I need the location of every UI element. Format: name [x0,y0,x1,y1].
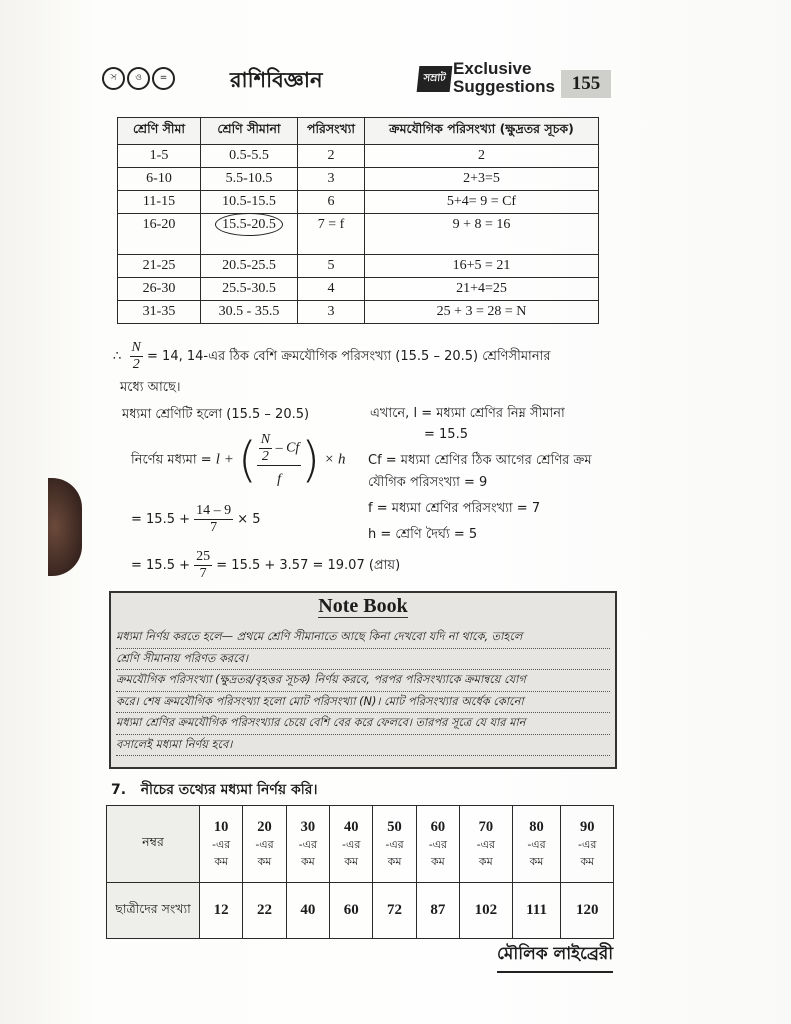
table-header-row [118,118,599,145]
marks-cell [416,806,459,883]
count-cell: 111 [512,883,561,939]
cell: 3 [298,301,365,324]
cell: 6 [298,191,365,214]
step1-suffix: × 5 [237,512,261,527]
marks-table [106,805,614,939]
frac-num: 14 – 9 [196,503,232,518]
count-cell: 40 [286,883,329,939]
inner-n-over-2 [259,432,272,465]
where-l: এখানে, l = মধ্যমা শ্রেণির নিম্ন সীমানা [370,406,565,421]
step-2 [131,549,400,582]
median-class-circled: 15.5-20.5 [215,213,283,236]
count-cell: 120 [561,883,614,939]
count-cell: 87 [416,883,459,939]
frac-num: N [131,340,141,355]
mark-value: 80 [529,819,544,835]
suffix-kom: কম [529,855,544,868]
suffix-er: -এর [527,838,546,851]
formula-fraction [257,432,302,488]
right-paren: ) [301,432,321,488]
question-number: 7. [111,782,127,798]
cell: 1-5 [118,145,201,168]
suffix-er: -এর [428,838,448,851]
header-logo [102,67,175,90]
note-title-text: Note Book [318,595,408,617]
suggestions-line: Suggestions [453,77,556,96]
col-frequency: পরিসংখ্যা [298,118,365,145]
suffix-er: -এর [298,838,318,851]
suffix-kom: কম [257,855,272,868]
mark-value: 50 [387,819,402,835]
table-row [118,255,599,278]
cell: 7 = f [298,214,365,255]
left-paren: ( [237,432,257,488]
cell: 16-20 [118,214,201,255]
marks-cell [561,806,614,883]
logo-ring: = [152,67,175,90]
formula-l: l + [215,451,234,468]
subject-title: রাশিবিজ্ঞান [230,68,323,92]
cell: 31-35 [118,301,201,324]
minus-cf: – Cf [275,440,300,456]
frac-den: 7 [199,566,207,581]
note-book-title [111,595,615,618]
col-class-boundary: শ্রেণি সীমানা [201,118,298,145]
note-book-body [116,627,610,756]
suffix-kom: কম [580,855,595,868]
formula-denominator: f [277,472,281,487]
note-line: করে। শেষ ক্রমযৌগিক পরিসংখ্যা হলো মোট পরিসংখ্যা (N)। মোট পরিসংখ্যার অর্ধেক কোনো [116,692,610,714]
cell: 2 [365,145,599,168]
suffix-kom: কম [387,855,402,868]
marks-cell [286,806,329,883]
suffix-er: -এর [578,838,597,851]
solution-line-1b: মধ্যে আছে। [120,380,181,395]
cell: 30.5 - 35.5 [201,301,298,324]
marks-cell [200,806,243,883]
marks-cell [460,806,513,883]
logo-ring: স [102,67,125,90]
frac-den: 2 [132,357,140,372]
col-class-limit: শ্রেণি সীমা [118,118,201,145]
col-cumulative-frequency: ক্রমযৌগিক পরিসংখ্যা (ক্ষুদ্রতর সূচক) [365,118,599,145]
suffix-er: -এর [342,838,361,851]
marks-cell [243,806,286,883]
note-line: ক্রমযৌগিক পরিসংখ্যা (ক্ষুদ্রতর/বৃহত্তর সূচক) নির্ণয় করবে, পরপর পরিসংখ্যাকে ক্রমান্বয়ে যোগ [116,670,610,692]
cell: 20.5-25.5 [201,255,298,278]
mark-value: 60 [430,819,446,835]
frac-den: 7 [210,520,218,535]
count-cell: 102 [460,883,513,939]
table-row [118,301,599,324]
thumb-shadow [48,478,82,576]
row-label-students: ছাত্রীদের সংখ্যা [107,883,200,939]
table-row [118,191,599,214]
marks-cell [330,806,373,883]
formula-bracket [238,432,320,488]
cell: 6-10 [118,168,201,191]
cell: 9 + 8 = 16 [365,214,599,255]
cell: 10.5-15.5 [201,191,298,214]
question-7 [111,778,317,802]
cell: 21+4=25 [365,278,599,301]
suffix-er: -এর [211,838,231,851]
cell: 2 [298,145,365,168]
step1-fraction [194,503,233,536]
line1-text: = 14, 14-এর ঠিক বেশি ক্রমযৌগিক পরিসংখ্যা (15.5 – 20.5) শ্রেণিসীমানার [147,349,551,364]
mark-value: 40 [343,819,359,835]
cell: 5+4= 9 = Cf [365,191,599,214]
cell: 3 [298,168,365,191]
cell: 0.5-5.5 [201,145,298,168]
samrat-badge: সম্রাট [417,66,453,92]
publisher-footer: মৌলিক লাইব্রেরী [497,941,613,973]
formula-line [131,432,346,488]
count-cell: 12 [200,883,243,939]
note-line: মধ্যমা শ্রেণির ক্রমযৌগিক পরিসংখ্যার চেয়ে বেশি বের করে ফেলবে। তারপর সূত্রে যে যার মান [116,713,610,735]
page-number: 155 [561,70,611,98]
marks-row [107,806,614,883]
cell: 25.5-30.5 [201,278,298,301]
cell: 26-30 [118,278,201,301]
marks-cell [373,806,416,883]
mark-value: 20 [257,819,272,835]
counts-row [107,883,614,939]
count-cell: 60 [330,883,373,939]
mark-value: 30 [300,819,316,835]
table-row [118,278,599,301]
step2-prefix: = 15.5 + [131,558,190,573]
logo-ring: ও [127,67,150,90]
formula-numerator [257,432,302,466]
table-row-median [118,214,599,255]
note-line: শ্রেণি সীমানায় পরিণত করবে। [116,649,610,671]
step1-prefix: = 15.5 + [131,512,190,527]
times-h: × h [324,451,346,468]
solution-line-1 [113,340,551,373]
where-cf-2: যৌগিক পরিসংখ্যা = 9 [368,475,488,490]
step2-fraction [194,549,212,582]
exclusive-line: Exclusive [453,59,532,78]
suffix-er: -এর [255,838,274,851]
note-line: মধ্যমা নির্ণয় করতে হলে— প্রথমে শ্রেণি সীমানাতে আছে কিনা দেখবো যদি না থাকে, তাহলে [116,627,610,649]
suffix-kom: কম [430,855,445,868]
cell: 21-25 [118,255,201,278]
therefore-symbol: ∴ [113,349,122,364]
where-h: h = শ্রেণি দৈর্ঘ্য = 5 [368,527,478,542]
cell: 16+5 = 21 [365,255,599,278]
n-over-2 [130,340,143,373]
note-book-box [109,591,617,769]
mark-value: 10 [213,819,229,835]
where-cf-1: Cf = মধ্যমা শ্রেণির ঠিক আগের শ্রেণির ক্রম [368,453,592,468]
cell-circled [201,214,298,255]
cell: 5 [298,255,365,278]
mark-value: 90 [579,819,595,835]
marks-cell [512,806,561,883]
cell: 2+3=5 [365,168,599,191]
suffix-er: -এর [385,838,404,851]
count-cell: 22 [243,883,286,939]
row-label-marks: নম্বর [107,806,200,883]
step-1 [131,503,261,536]
frac-num: N [260,432,271,447]
cell: 11-15 [118,191,201,214]
where-l-value: = 15.5 [424,427,468,442]
exclusive-suggestions [453,60,555,96]
frequency-table [117,117,599,324]
suffix-kom: কম [478,855,493,868]
cell: 5.5-10.5 [201,168,298,191]
where-f: f = মধ্যমা শ্রেণির পরিসংখ্যা = 7 [368,501,541,516]
formula-label: নির্ণেয় মধ্যমা = [131,452,212,468]
step2-suffix: = 15.5 + 3.57 = 19.07 (প্রায়) [216,558,401,573]
mark-value: 70 [478,819,494,835]
suffix-er: -এর [476,838,496,851]
suffix-kom: কম [344,855,359,868]
median-class-text: মধ্যমা শ্রেণিটি হলো (15.5 – 20.5) [122,407,310,422]
frac-den: 2 [261,449,269,464]
suffix-kom: কম [300,855,315,868]
note-line: বসালেই মধ্যমা নির্ণয় হবে। [116,735,610,757]
cell: 4 [298,278,365,301]
count-cell: 72 [373,883,416,939]
table-row [118,168,599,191]
cell: 25 + 3 = 28 = N [365,301,599,324]
suffix-kom: কম [214,855,229,868]
table-row [118,145,599,168]
frac-num: 25 [196,549,211,564]
question-text: নীচের তথ্যের মধ্যমা নির্ণয় করি। [140,782,318,798]
